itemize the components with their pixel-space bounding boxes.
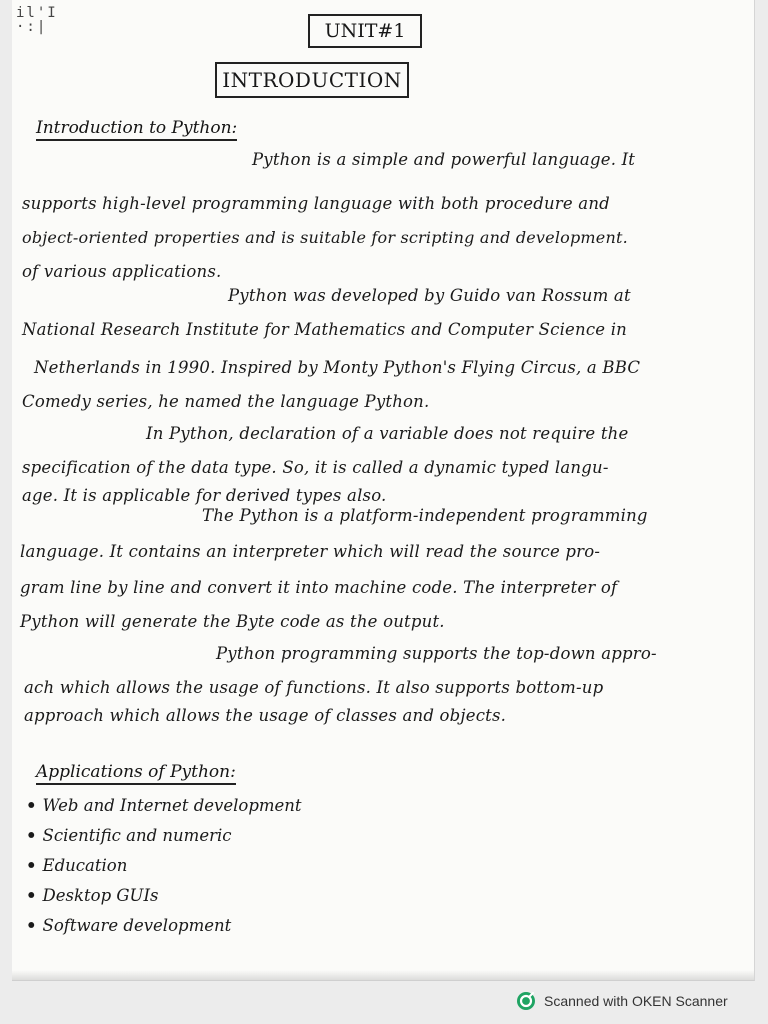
oken-scanner-logo-icon (516, 991, 536, 1011)
list-item-label: Web and Internet development (42, 796, 302, 815)
bullet-icon: • (26, 916, 37, 935)
chapter-title: INTRODUCTION (215, 62, 409, 98)
section-heading-applications: Applications of Python: (36, 762, 236, 785)
list-item-label: Education (42, 856, 128, 875)
bullet-icon: • (26, 856, 37, 875)
margin-marks: il'I ·:| (16, 5, 58, 35)
text-line: age. It is applicable for derived types also. (22, 486, 387, 505)
text-line: Python was developed by Guido van Rossum at (228, 286, 631, 305)
text-line: language. It contains an interpreter which will read the source pro- (20, 542, 601, 561)
list-item (26, 886, 158, 905)
list-item-label: Scientific and numeric (42, 826, 232, 845)
text-line: Comedy series, he named the language Python. (22, 392, 430, 411)
scanner-watermark (516, 990, 728, 1012)
text-line: The Python is a platform-independent programming (202, 506, 648, 525)
bullet-icon: • (26, 886, 37, 905)
section-heading-introduction: Introduction to Python: (36, 118, 237, 141)
list-item (26, 826, 232, 845)
scanner-label: Scanned with OKEN Scanner (544, 993, 728, 1009)
text-line: ach which allows the usage of functions. It also supports bottom-up (24, 678, 604, 697)
list-item (26, 856, 127, 875)
text-line: Python programming supports the top-down appro- (216, 644, 657, 663)
scanned-page (12, 0, 755, 981)
text-line: gram line by line and convert it into machine code. The interpreter of (20, 578, 618, 597)
text-line: approach which allows the usage of classes and objects. (24, 706, 507, 725)
unit-title: UNIT#1 (308, 14, 422, 48)
list-item-label: Desktop GUIs (42, 886, 159, 905)
bullet-icon: • (26, 796, 37, 815)
text-line: Python will generate the Byte code as the output. (20, 612, 445, 631)
text-line: In Python, declaration of a variable does not require the (146, 424, 629, 443)
text-line: object-oriented properties and is suitable for scripting and development. (22, 228, 628, 247)
list-item-label: Software development (42, 916, 232, 935)
text-line: Python is a simple and powerful language. It (252, 150, 636, 169)
list-item (26, 796, 302, 815)
text-line: Netherlands in 1990. Inspired by Monty Python's Flying Circus, a BBC (34, 358, 641, 377)
text-line: National Research Institute for Mathematics and Computer Science in (22, 320, 628, 339)
text-line: supports high-level programming language with both procedure and (22, 194, 610, 213)
list-item (26, 916, 231, 935)
bullet-icon: • (26, 826, 37, 845)
text-line: of various applications. (22, 262, 222, 281)
page-edge-shadow (12, 970, 754, 980)
text-line: specification of the data type. So, it is called a dynamic typed langu- (22, 458, 609, 477)
